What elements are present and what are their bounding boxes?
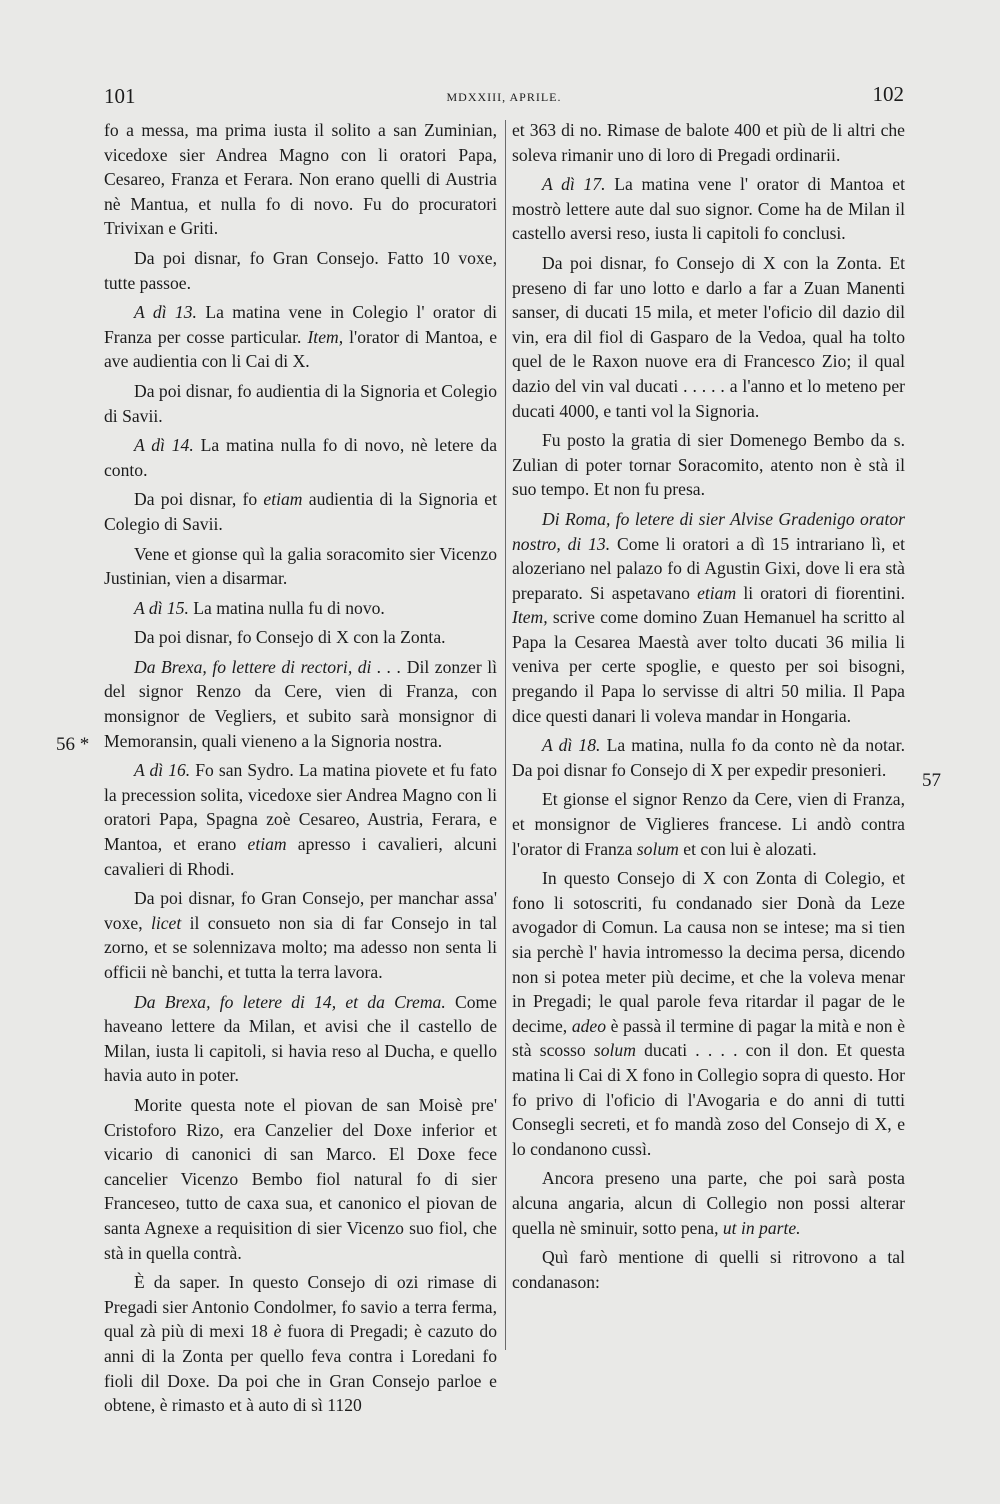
paragraph: et 363 di no. Rimase de balote 400 et più de li altri che soleva rimanir uno di loro di Pregadi ordinarii.: [512, 120, 905, 165]
paragraph: Quì farò mentione di quelli si ritrovono a tal condanason:: [512, 1247, 905, 1292]
date-heading: A dì 16.: [134, 760, 191, 781]
paragraph: Di Roma, fo letere di sier Alvise Gradenigo orator nostro, di 13. Come li oratori a dì 15 intrariano lì, et alozeriano nel palazo fo di Agustin Gixi, dove li era stà preparato. Si aspetavano etiam li oratori di fiorentini. Item, scrive come domino Zuan Hemanuel ha scritto al Papa la Cesarea Maestà aver tolto ducati 36 milia li veniva per certe spoglie, e questo per soi bisogni, pregando il Papa lo servisse di altri 50 milia. Il Papa dice questi danari li voleva mandar in Hongaria.: [512, 508, 905, 726]
page-number-right: 102: [872, 82, 904, 106]
paragraph: Morite questa note el piovan de san Moisè pre' Cristoforo Rizo, era Canzelier del Doxe inferior et vicario di canonici di san Marco. El Doxe fece cancelier Vicenzo Bembo fiol natural fo di sier Franceseo, tutto de caxa sua, et canonico el piovan de santa Agnexe a requisition di sier Vicenzo suo fiol, che stà in quella contrà.: [104, 1094, 497, 1263]
letter-heading: Da Brexa, fo letere di 14, et da Crema.: [134, 991, 446, 1012]
paragraph: A dì 17. La matina vene l' orator di Mantoa et mostrò lettere aute dal suo signor. Come ha de Milan il castello aversi reso, iusta li capitoli fo conclusi.: [512, 174, 905, 244]
margin-note-left: 56 *: [56, 734, 90, 755]
paragraph: Da Brexa, fo lettere di rectori, di . . . Dil zonzer lì del signor Renzo da Cere, vien di Franza, con monsignor de Vegliers, et subito sarà monsignor di Memoransin, quali vieneno a la Signoria nostra.: [104, 656, 497, 751]
paragraph: Da poi disnar, fo Consejo di X con la Zonta. Et preseno di far uno lotto e darlo a far a Zuan Manenti sanser, di ducati 15 mila, et meter l'oficio dil dazio dil vin, era dil fiol di Gasparo de la Vedoa, qual ha tolto quel de le Raxon nuove era di Francesco Zio; il qual dazio del vin val ducati . . . . . a l'anno et lo meteno per ducati 4000, e tanti vol la Signoria.: [512, 252, 905, 421]
page-number-left: 101: [104, 84, 136, 108]
paragraph: Ancora preseno una parte, che poi sarà posta alcuna angaria, alcun di Collegio non possi alterar quella nè sminuir, sotto pena, ut in parte.: [512, 1168, 905, 1238]
paragraph: Da poi disnar, fo audientia di la Signoria et Colegio di Savii.: [104, 380, 497, 426]
letter-heading: Di Roma, fo letere di sier Alvise Gradenigo orator nostro, di 13.: [512, 508, 905, 554]
running-title: MDXXIII, APRILE.: [446, 90, 562, 104]
date-heading: A dì 15.: [134, 597, 189, 618]
margin-note-right: 57: [922, 770, 941, 791]
paragraph: Da poi disnar, fo Gran Consejo. Fatto 10 voxe, tutte passoe.: [104, 247, 497, 293]
paragraph: Vene et gionse quì la galia soracomito sier Vicenzo Justinian, vien a disarmar.: [104, 543, 497, 589]
paragraph: In questo Consejo di X con Zonta di Colegio, et fono li sotoscriti, fu condanado sier Donà da Leze avogador di Comun. La causa non se intese; ma si tien sia perchè l' havia intromesso la decima persa, dicendo non si potea meter più decime, et che la voleva menar in Pregadi; le qual parole feva ritardar il pagar de le decime, adeo è passà il termine di pagar la mità e non è stà scosso solum ducati . . . . con il don. Et questa matina li Cai di X fono in Collegio sopra di questo. Hor fo privo di l'oficio di l'Avogaria e do anni di tutti Consegli secreti, et fo mandà zoso del Consejo di X, e lo condanono cussì.: [512, 868, 906, 1159]
date-heading: A dì 18.: [542, 735, 601, 756]
paragraph: Da poi disnar, fo etiam audientia di la Signoria et Colegio di Savii.: [104, 489, 497, 534]
date-heading: A dì 13.: [134, 302, 197, 323]
paragraph: Da Brexa, fo letere di 14, et da Crema. Come haveano lettere da Milan, et avisi che il castello de Milan, iusta li capitoli, si havia reso al Ducha, e quello havia auto in poter.: [104, 991, 497, 1086]
paragraph: Da poi disnar, fo Gran Consejo, per manchar assa' voxe, licet il consueto non sia di far Consejo in tal zorno, et se solennizava molto; ma adesso non senta li officii nè banchi, et tutta la terra lavora.: [104, 888, 497, 982]
column-divider: [505, 120, 506, 1350]
paragraph: A dì 14. La matina nulla fo di novo, nè letere da conto.: [104, 435, 497, 480]
paragraph: Fu posto la gratia di sier Domenego Bembo da s. Zulian di poter tornar Soracomito, atento non è stà il suo tempo. Et non fu presa.: [512, 430, 905, 500]
date-heading: A dì 14.: [134, 435, 194, 456]
right-column: [512, 118, 905, 1299]
paragraph: A dì 13. La matina vene in Colegio l' orator di Franza per cosse particular. Item, l'orator di Mantoa, e ave audientia con li Cai di X.: [104, 302, 498, 372]
paragraph: fo a messa, ma prima iusta il solito a san Zuminian, vicedoxe sier Andrea Magno con li oratori Papa, Cesareo, Franza et Ferara. Non erano quelli di Austria nè Mantua, et nulla fo di novo. Fu do procuratori Trivixan e Griti.: [104, 120, 497, 239]
paragraph: Et gionse el signor Renzo da Cere, vien di Franza, et monsignor de Viglieres francese. Li andò contra l'orator di Franza solum et con lui è alozati.: [512, 789, 905, 859]
paragraph: Da poi disnar, fo Consejo di X con la Zonta.: [134, 627, 446, 648]
left-column: [104, 118, 497, 1423]
paragraph: A dì 18. La matina, nulla fo da conto nè da notar. Da poi disnar fo Consejo di X per expedir presonieri.: [512, 735, 906, 780]
letter-heading: Da Brexa, fo lettere di rectori, di . . .: [134, 656, 402, 677]
paragraph: È da saper. In questo Consejo di ozi rimase di Pregadi sier Antonio Condolmer, fo savio a terra ferma, qual zà più di mexi 18 è fuora di Pregadi; è cazuto do anni di la Zonta per quello feva contra i Loredani fo fioli dil Doxe. Da poi che in Gran Consejo parloe e obtene, è rimasto et à auto di sì 1120: [104, 1272, 497, 1416]
page-header: [104, 84, 904, 108]
paragraph: A dì 16. Fo san Sydro. La matina piovete et fu fato la precession solita, vicedoxe sier Andrea Magno con li oratori Papa, Spagna zoè Cesareo, Austria, Ferara, e Mantoa, et erano etiam apresso i cavalieri, alcuni cavalieri di Rhodi.: [104, 760, 497, 879]
date-heading: A dì 17.: [542, 174, 606, 195]
paragraph: A dì 15. La matina nulla fu di novo.: [134, 597, 385, 618]
